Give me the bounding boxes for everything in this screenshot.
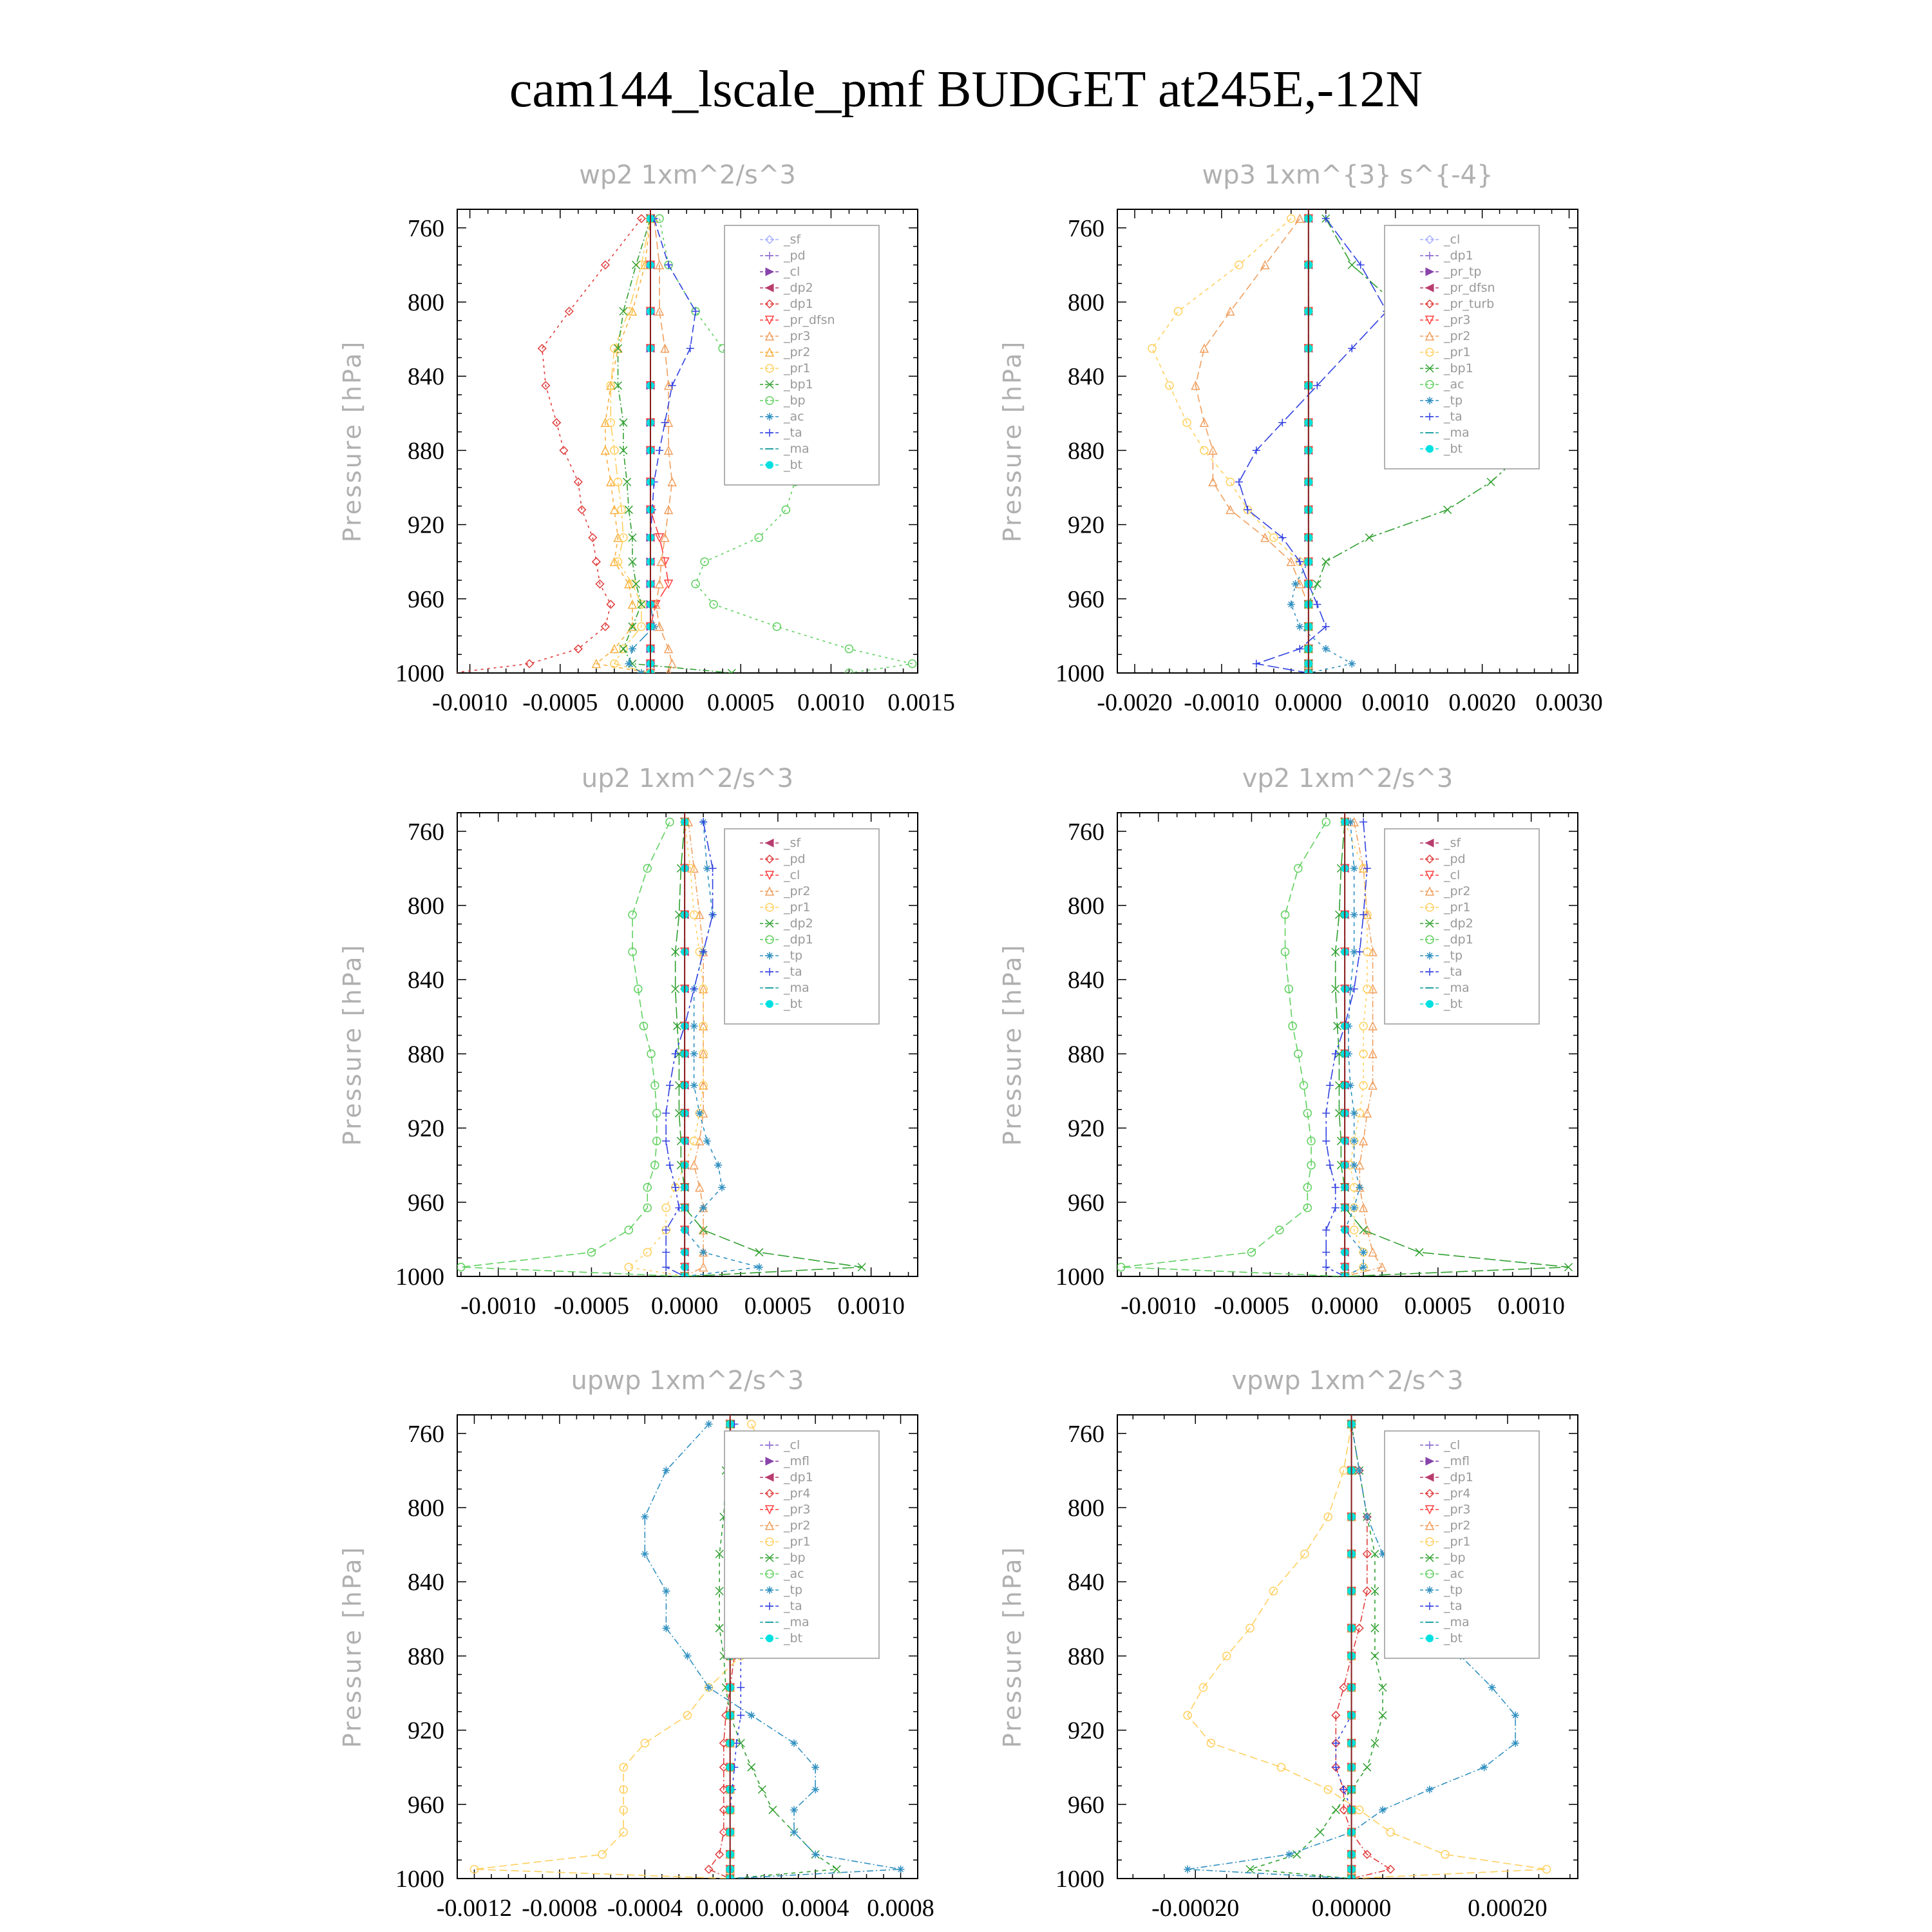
legend-label: _sf — [1444, 836, 1461, 850]
legend-label: _dp1 — [1444, 249, 1473, 263]
legend-label: _pr3 — [784, 329, 811, 343]
legend — [724, 1431, 879, 1658]
legend-marker — [1426, 445, 1434, 453]
y-tick-label: 920 — [408, 511, 444, 539]
legend-label: _pr2 — [1444, 329, 1471, 343]
x-tick-label: 0.0004 — [781, 1895, 849, 1922]
legend-label: _pr3 — [1444, 313, 1471, 327]
legend-marker — [766, 1000, 773, 1008]
legend-label: _ac — [784, 410, 804, 424]
legend-label: _pr2 — [784, 1519, 811, 1533]
y-tick-label: 1000 — [1056, 1264, 1104, 1291]
legend-label: _pr1 — [1444, 345, 1471, 359]
x-tick-label: 0.0005 — [1404, 1293, 1472, 1320]
x-tick-label: -0.0005 — [522, 689, 598, 716]
x-tick-label: -0.0010 — [432, 689, 508, 716]
y-axis-label: Pressure [hPa] — [998, 1545, 1027, 1748]
x-tick-label: -0.0010 — [460, 1293, 536, 1320]
legend-label: _cl — [1444, 868, 1461, 882]
legend-marker — [1426, 1000, 1434, 1008]
legend-label: _dp1 — [784, 933, 813, 947]
y-tick-label: 960 — [408, 1791, 444, 1819]
x-tick-label: 0.0010 — [837, 1293, 905, 1320]
y-tick-label: 760 — [408, 214, 444, 242]
x-tick-label: -0.0005 — [1213, 1293, 1289, 1320]
y-tick-label: 1000 — [395, 1264, 444, 1291]
legend-label: _bp — [1444, 1551, 1466, 1565]
x-tick-label: 0.00000 — [1311, 1895, 1392, 1922]
y-tick-label: 920 — [1068, 1717, 1104, 1745]
legend-label: _tp — [1444, 949, 1463, 963]
chart-title: up2 1xm^2/s^3 — [581, 764, 794, 793]
legend-label: _cl — [784, 868, 800, 882]
y-axis-label: Pressure [hPa] — [338, 943, 366, 1146]
y-axis-label: Pressure [hPa] — [998, 943, 1027, 1146]
y-tick-label: 1000 — [395, 1866, 444, 1893]
x-tick-label: -0.0020 — [1097, 689, 1173, 716]
y-tick-label: 960 — [1068, 1189, 1104, 1217]
legend-label: _pr3 — [1444, 1502, 1471, 1517]
y-tick-label: 1000 — [1056, 660, 1104, 687]
y-tick-label: 880 — [408, 1041, 444, 1068]
legend-label: _pr1 — [784, 1535, 811, 1549]
legend-label: _ta — [1444, 965, 1463, 979]
y-tick-label: 840 — [408, 967, 444, 994]
legend-label: _bt — [784, 1631, 803, 1645]
y-tick-label: 920 — [408, 1717, 444, 1745]
legend-label: _bp1 — [784, 377, 813, 392]
x-tick-label: -0.0010 — [1121, 1293, 1197, 1320]
y-tick-label: 800 — [408, 289, 444, 316]
legend-marker — [766, 461, 773, 469]
legend-label: _pr2 — [1444, 1519, 1471, 1533]
legend-label: _ta — [784, 426, 802, 440]
legend-label: _ac — [1444, 1567, 1464, 1581]
y-tick-label: 800 — [1068, 893, 1104, 920]
legend — [1385, 1431, 1539, 1658]
legend-label: _dp2 — [784, 281, 813, 295]
legend-label: _bp — [784, 1551, 806, 1565]
legend-label: _ma — [1444, 981, 1470, 995]
y-tick-label: 880 — [408, 437, 444, 465]
y-tick-label: 840 — [1068, 967, 1104, 994]
legend-label: _pr1 — [1444, 900, 1471, 914]
legend-label: _bt — [1444, 442, 1463, 456]
x-tick-label: 0.0005 — [744, 1293, 812, 1320]
x-tick-label: -0.0008 — [522, 1895, 598, 1922]
legend-label: _cl — [784, 265, 800, 279]
legend — [1385, 829, 1539, 1024]
y-tick-label: 960 — [408, 585, 444, 613]
legend-label: _tp — [784, 949, 803, 963]
legend-label: _pr_turb — [1444, 297, 1495, 311]
x-tick-label: 0.0000 — [696, 1895, 764, 1922]
y-tick-label: 760 — [1068, 818, 1104, 846]
x-tick-label: -0.00020 — [1151, 1895, 1240, 1922]
legend-label: _pr4 — [784, 1486, 811, 1501]
legend-label: _ma — [1444, 1615, 1470, 1629]
legend-label: _mfl — [784, 1454, 810, 1468]
x-tick-label: 0.0000 — [1311, 1293, 1379, 1320]
y-tick-label: 1000 — [395, 660, 444, 687]
y-tick-label: 760 — [408, 818, 444, 846]
legend-label: _dp1 — [784, 1470, 813, 1484]
chart-title: vp2 1xm^2/s^3 — [1242, 764, 1454, 793]
y-tick-label: 920 — [408, 1115, 444, 1142]
y-tick-label: 800 — [1068, 1495, 1104, 1522]
x-tick-label: -0.0010 — [1184, 689, 1260, 716]
legend-label: _ta — [1444, 1599, 1463, 1613]
y-tick-label: 960 — [408, 1189, 444, 1217]
legend-label: _cl — [784, 1438, 800, 1452]
y-tick-label: 840 — [408, 363, 444, 391]
y-tick-label: 760 — [408, 1420, 444, 1448]
y-tick-label: 920 — [1068, 511, 1104, 539]
legend-label: _ac — [1444, 377, 1464, 392]
legend-label: _tp — [784, 1583, 803, 1597]
legend-label: _bt — [784, 997, 803, 1011]
legend — [724, 829, 879, 1024]
legend-label: _ac — [784, 1567, 804, 1581]
legend-label: _ta — [784, 965, 802, 979]
y-tick-label: 760 — [1068, 1420, 1104, 1448]
chart-title: wp3 1xm^{3} s^{-4} — [1202, 160, 1493, 190]
legend-label: _bt — [784, 458, 803, 472]
legend-label: _pr1 — [784, 900, 811, 914]
x-tick-label: -0.0005 — [553, 1293, 629, 1320]
y-tick-label: 880 — [408, 1643, 444, 1671]
legend-label: _pr_tp — [1444, 265, 1482, 279]
chart-title: upwp 1xm^2/s^3 — [571, 1366, 804, 1396]
legend-label: _bt — [1444, 997, 1463, 1011]
y-tick-label: 1000 — [1056, 1866, 1104, 1893]
legend-label: _sf — [784, 836, 801, 850]
legend-label: _bp — [784, 393, 806, 408]
y-tick-label: 880 — [1068, 437, 1104, 465]
x-tick-label: 0.0010 — [1497, 1293, 1565, 1320]
legend-label: _bp1 — [1444, 361, 1473, 375]
x-tick-label: 0.0000 — [650, 1293, 719, 1320]
figure-title: cam144_lscale_pmf BUDGET at245E,-12N — [509, 61, 1423, 118]
legend-label: _tp — [1444, 1583, 1463, 1597]
legend-label: _pr4 — [1444, 1486, 1471, 1501]
x-tick-label: 0.0000 — [1274, 689, 1343, 716]
y-axis-label: Pressure [hPa] — [338, 1545, 366, 1748]
legend-label: _ma — [784, 1615, 810, 1629]
legend-label: _dp1 — [784, 297, 813, 311]
legend-label: _dp1 — [1444, 1470, 1473, 1484]
legend-label: _pr3 — [784, 1502, 811, 1517]
legend-label: _bt — [1444, 1631, 1463, 1645]
legend-label: _pd — [1444, 852, 1466, 866]
x-tick-label: 0.0010 — [1361, 689, 1429, 716]
legend-label: _dp1 — [1444, 933, 1473, 947]
y-tick-label: 840 — [1068, 1569, 1104, 1596]
legend-marker — [1426, 1634, 1434, 1642]
x-tick-label: 0.0030 — [1535, 689, 1603, 716]
x-tick-label: -0.0012 — [436, 1895, 513, 1922]
chart-title: vpwp 1xm^2/s^3 — [1231, 1366, 1464, 1396]
y-tick-label: 880 — [1068, 1041, 1104, 1068]
legend-label: _pd — [784, 852, 806, 866]
y-tick-label: 800 — [408, 893, 444, 920]
x-tick-label: 0.00020 — [1468, 1895, 1548, 1922]
legend — [724, 225, 879, 485]
x-tick-label: 0.0010 — [797, 689, 865, 716]
y-tick-label: 920 — [1068, 1115, 1104, 1142]
legend-label: _ta — [784, 1599, 802, 1613]
legend-label: _ma — [1444, 426, 1470, 440]
legend-label: _pr1 — [1444, 1535, 1471, 1549]
y-axis-label: Pressure [hPa] — [998, 339, 1027, 543]
x-tick-label: 0.0000 — [616, 689, 685, 716]
legend-label: _pr_dfsn — [784, 313, 835, 327]
y-axis-label: Pressure [hPa] — [338, 339, 366, 543]
legend-label: _pr_dfsn — [1444, 281, 1495, 295]
legend-label: _pr2 — [1444, 884, 1471, 898]
legend-label: _pd — [784, 249, 806, 263]
legend-label: _ma — [784, 981, 810, 995]
x-tick-label: 0.0008 — [867, 1895, 934, 1922]
y-tick-label: 800 — [1068, 289, 1104, 316]
y-tick-label: 840 — [1068, 363, 1104, 391]
legend-label: _ma — [784, 442, 810, 456]
legend — [1385, 225, 1539, 469]
y-tick-label: 960 — [1068, 1791, 1104, 1819]
legend-marker — [766, 1634, 773, 1642]
legend-label: _mfl — [1444, 1454, 1470, 1468]
y-tick-label: 840 — [408, 1569, 444, 1596]
x-tick-label: -0.0004 — [607, 1895, 683, 1922]
legend-label: _sf — [784, 232, 801, 247]
legend-label: _ta — [1444, 410, 1463, 424]
chart-title: wp2 1xm^2/s^3 — [579, 160, 796, 190]
legend-label: _cl — [1444, 232, 1461, 247]
x-tick-label: 0.0020 — [1448, 689, 1516, 716]
x-tick-label: 0.0005 — [706, 689, 775, 716]
legend-label: _pr1 — [784, 361, 811, 375]
y-tick-label: 760 — [1068, 214, 1104, 242]
legend-label: _cl — [1444, 1438, 1461, 1452]
x-tick-label: 0.0015 — [887, 689, 955, 716]
legend-label: _dp2 — [784, 916, 813, 931]
legend-label: _pr2 — [784, 345, 811, 359]
y-tick-label: 800 — [408, 1495, 444, 1522]
legend-label: _tp — [1444, 393, 1463, 408]
legend-label: _pr2 — [784, 884, 811, 898]
y-tick-label: 960 — [1068, 585, 1104, 613]
y-tick-label: 880 — [1068, 1643, 1104, 1671]
legend-label: _dp2 — [1444, 916, 1473, 931]
